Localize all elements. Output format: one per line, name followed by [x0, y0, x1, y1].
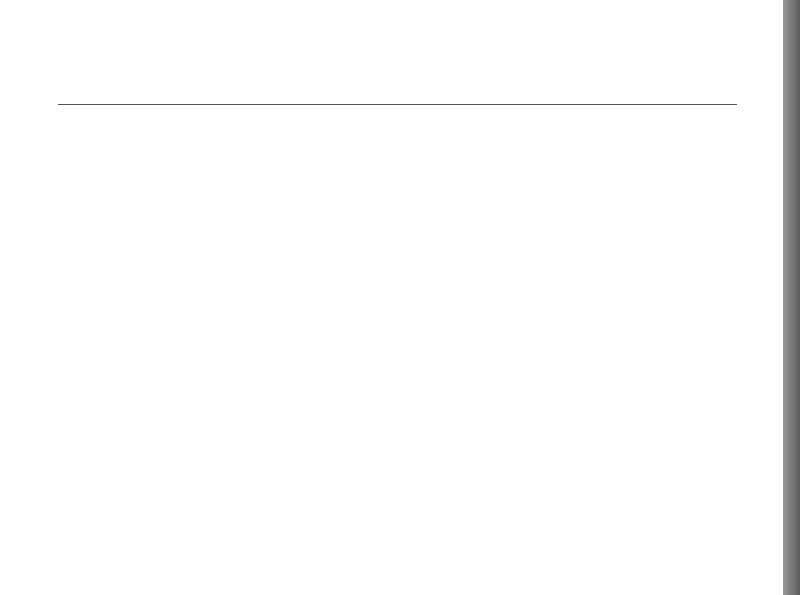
page-shadow	[783, 0, 800, 595]
header-divider	[58, 104, 737, 105]
